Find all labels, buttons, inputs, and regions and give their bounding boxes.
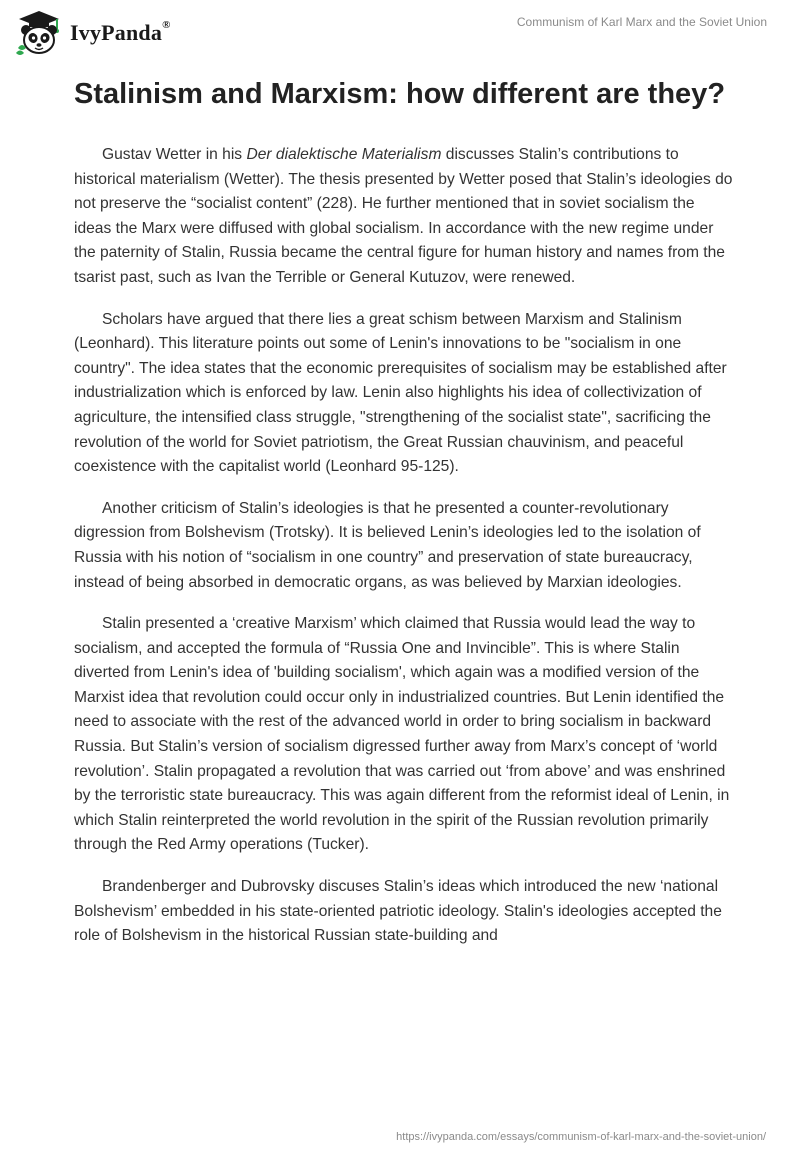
paragraph-5: Brandenberger and Dubrovsky discuses Stalin’s ideas which introduced the new ‘national Bolshevism’ embedded in his state-oriented patriotic ideology. Stalin's ideologies accepted the role of Bolshevism in the historical Russian state-building and (74, 878, 722, 945)
book-title-italic: Der dialektische Materialism (246, 146, 442, 163)
panda-graduate-icon (14, 8, 64, 58)
paragraph-1 (74, 143, 734, 291)
paragraph-1-start: Gustav Wetter in his (102, 146, 247, 163)
article-body (74, 70, 734, 949)
brand-name-text: IvyPanda (70, 20, 163, 45)
ivypanda-logo-link[interactable] (14, 8, 171, 58)
paragraph-2: Scholars have argued that there lies a great schism between Marxism and Stalinism (Leonhard). This literature points out some of Lenin's innovations to be "socialism in one country". The idea states that the economic prerequisites of socialism may be established after industrialization which is enforced by law. Lenin also highlights his idea of collectivization of agriculture, the intensified class struggle, "strengthening of the socialist state", sacrificing the revolution of the world for Soviet patriotism, the Great Russian chauvinism, and peaceful coexistence with the capitalist world (Leonhard 95-125). (74, 310, 727, 476)
page-header (0, 0, 800, 70)
paragraph-3: Another criticism of Stalin’s ideologies is that he presented a counter-revolutionary digression from Bolshevism (Trotsky). It is believed Lenin’s ideologies led to the isolation of Russia with his notion of “socialism in one country” and preservation of state bureaucracy, instead of being absorbed in democratic organs, as was believed by Marxian ideologies. (74, 499, 701, 591)
article-title: Stalinism and Marxism: how different are they? (74, 78, 726, 110)
registered-mark: ® (162, 18, 171, 31)
running-title: Communism of Karl Marx and the Soviet Union (516, 15, 767, 29)
paragraph-4: Stalin presented a ‘creative Marxism’ which claimed that Russia would lead the way to socialism, and accepted the formula of “Russia One and Invincible”. This is where Stalin diverted from Lenin's idea of 'building socialism', which again was a modified version of the Marxist idea that revolution could occur only in industrialized countries. But Lenin identified the need to associate with the rest of the advanced world in order to bring socialism in backward Russia. But Stalin’s version of socialism digressed further away from Marx’s concept of ‘world revolution’. Stalin propagated a revolution that was carried out ‘from above’ and was enshrined by the terroristic state bureaucracy. This was again different from the reformist ideal of Lenin, in which Stalin reinterpreted the world revolution in the spirit of the Russian revolution primarily through the Red Army operations (Tucker). (74, 615, 730, 854)
brand-name (70, 20, 171, 46)
source-url-link[interactable]: https://ivypanda.com/essays/communism-of-karl-marx-and-the-soviet-union/ (396, 1131, 766, 1143)
paragraph-1-rest: discusses Stalin’s contributions to historical materialism (Wetter). The thesis presented by Wetter posed that Stalin’s ideologies do not preserve the “socialist content” (228). He further mentioned that in soviet socialism the ideas the Marx were diffused with global socialism. In accordance with the new regime under the paternity of Stalin, Russia became the central figure for human history and names from the tsarist past, such as Ivan the Terrible or General Kutuzov, were renewed. (74, 146, 733, 286)
